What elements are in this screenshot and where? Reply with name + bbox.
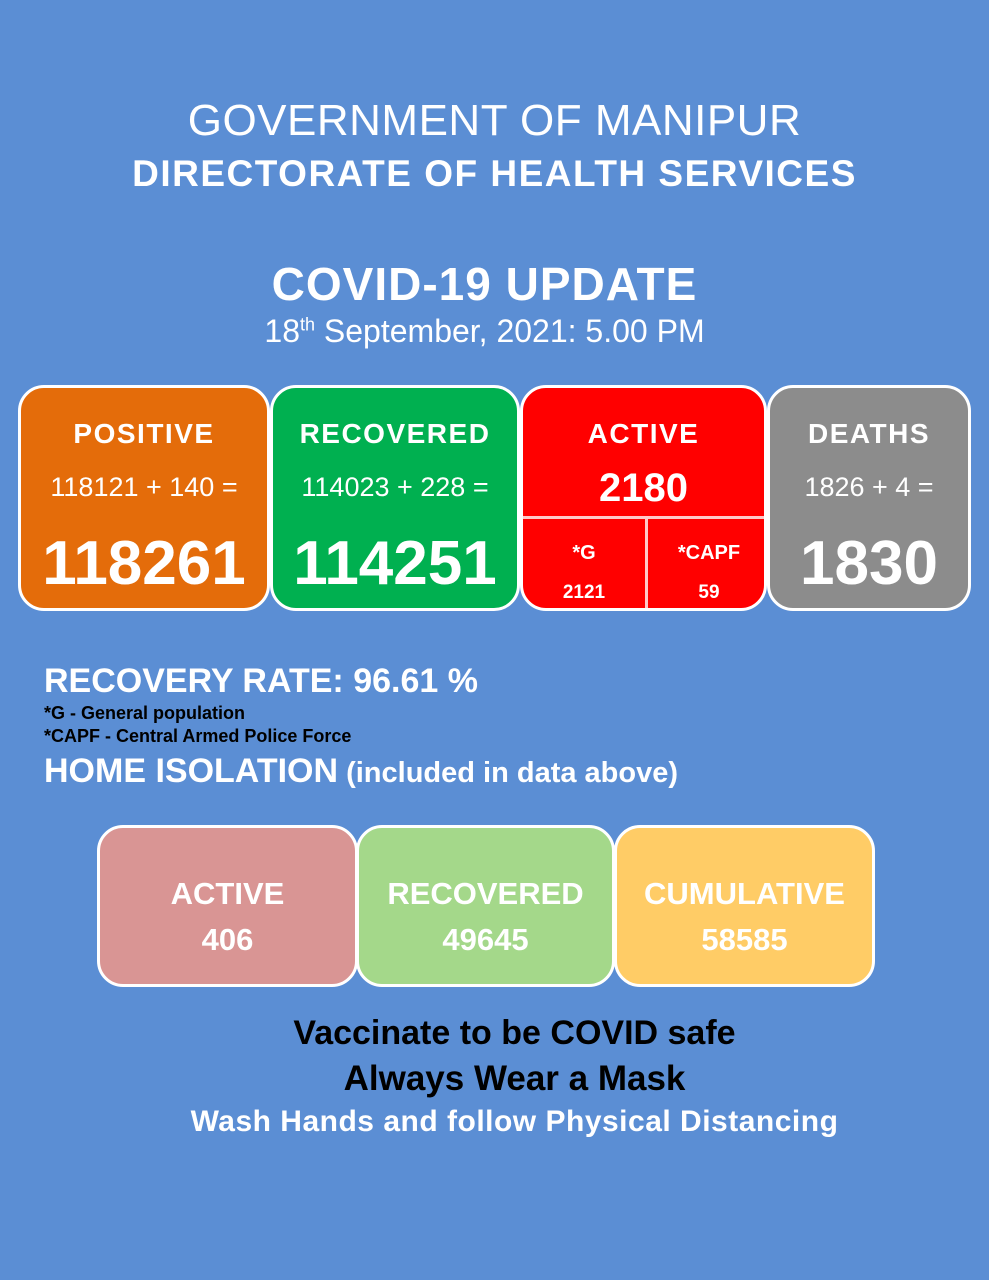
active-capf-value: 59 — [698, 582, 720, 603]
home-cumulative-card — [614, 825, 875, 987]
active-general-cell — [523, 518, 645, 611]
recovered-card — [270, 385, 520, 611]
recovered-total: 114251 — [293, 529, 497, 598]
update-title: COVID-19 UPDATE — [271, 258, 698, 310]
home-recovered-value: 49645 — [442, 922, 529, 957]
government-title: GOVERNMENT OF MANIPUR — [187, 96, 802, 145]
directorate-title: DIRECTORATE OF HEALTH SERVICES — [132, 153, 857, 194]
deaths-card — [767, 385, 971, 611]
deaths-equation: 1826 + 4 = — [804, 472, 934, 502]
active-capf-label: *CAPF — [677, 542, 741, 564]
active-card — [520, 385, 767, 611]
home-cumulative-title: CUMULATIVE — [644, 876, 845, 911]
update-date — [0, 313, 979, 350]
recovered-equation: 114023 + 228 = — [301, 472, 489, 502]
date-day: 18 — [264, 313, 300, 349]
deaths-title: DEATHS — [807, 418, 931, 449]
active-general-value: 2121 — [562, 582, 606, 603]
positive-equation: 118121 + 140 = — [50, 472, 238, 502]
positive-total: 118261 — [42, 529, 246, 598]
home-active-value: 406 — [201, 922, 254, 957]
recovery-rate: RECOVERY RATE: 96.61 % — [44, 662, 478, 700]
home-active-card — [97, 825, 358, 987]
positive-title: POSITIVE — [73, 418, 215, 449]
home-recovered-title: RECOVERED — [387, 876, 584, 911]
home-active-title: ACTIVE — [170, 876, 285, 911]
positive-card — [18, 385, 270, 611]
active-capf-cell — [648, 518, 767, 611]
home-isolation-subtitle: (included in data above) — [338, 757, 679, 789]
message-mask: Always Wear a Mask — [343, 1059, 686, 1098]
message-vaccinate: Vaccinate to be COVID safe — [293, 1014, 736, 1052]
home-recovered-card — [356, 825, 615, 987]
home-isolation-title: HOME ISOLATION — [44, 752, 339, 790]
message-distancing: Wash Hands and follow Physical Distancing — [190, 1105, 839, 1138]
note-general: *G - General population — [44, 703, 246, 723]
date-suffix: th — [300, 314, 316, 335]
date-rest: September, 2021: 5.00 PM — [315, 313, 705, 349]
home-isolation-heading — [44, 752, 678, 791]
note-capf: *CAPF - Central Armed Police Force — [44, 726, 352, 746]
deaths-total: 1830 — [800, 529, 938, 598]
active-title: ACTIVE — [587, 418, 700, 449]
home-cumulative-value: 58585 — [701, 922, 788, 957]
active-general-label: *G — [572, 542, 596, 564]
active-total: 2180 — [599, 466, 688, 510]
recovered-title: RECOVERED — [299, 418, 491, 449]
